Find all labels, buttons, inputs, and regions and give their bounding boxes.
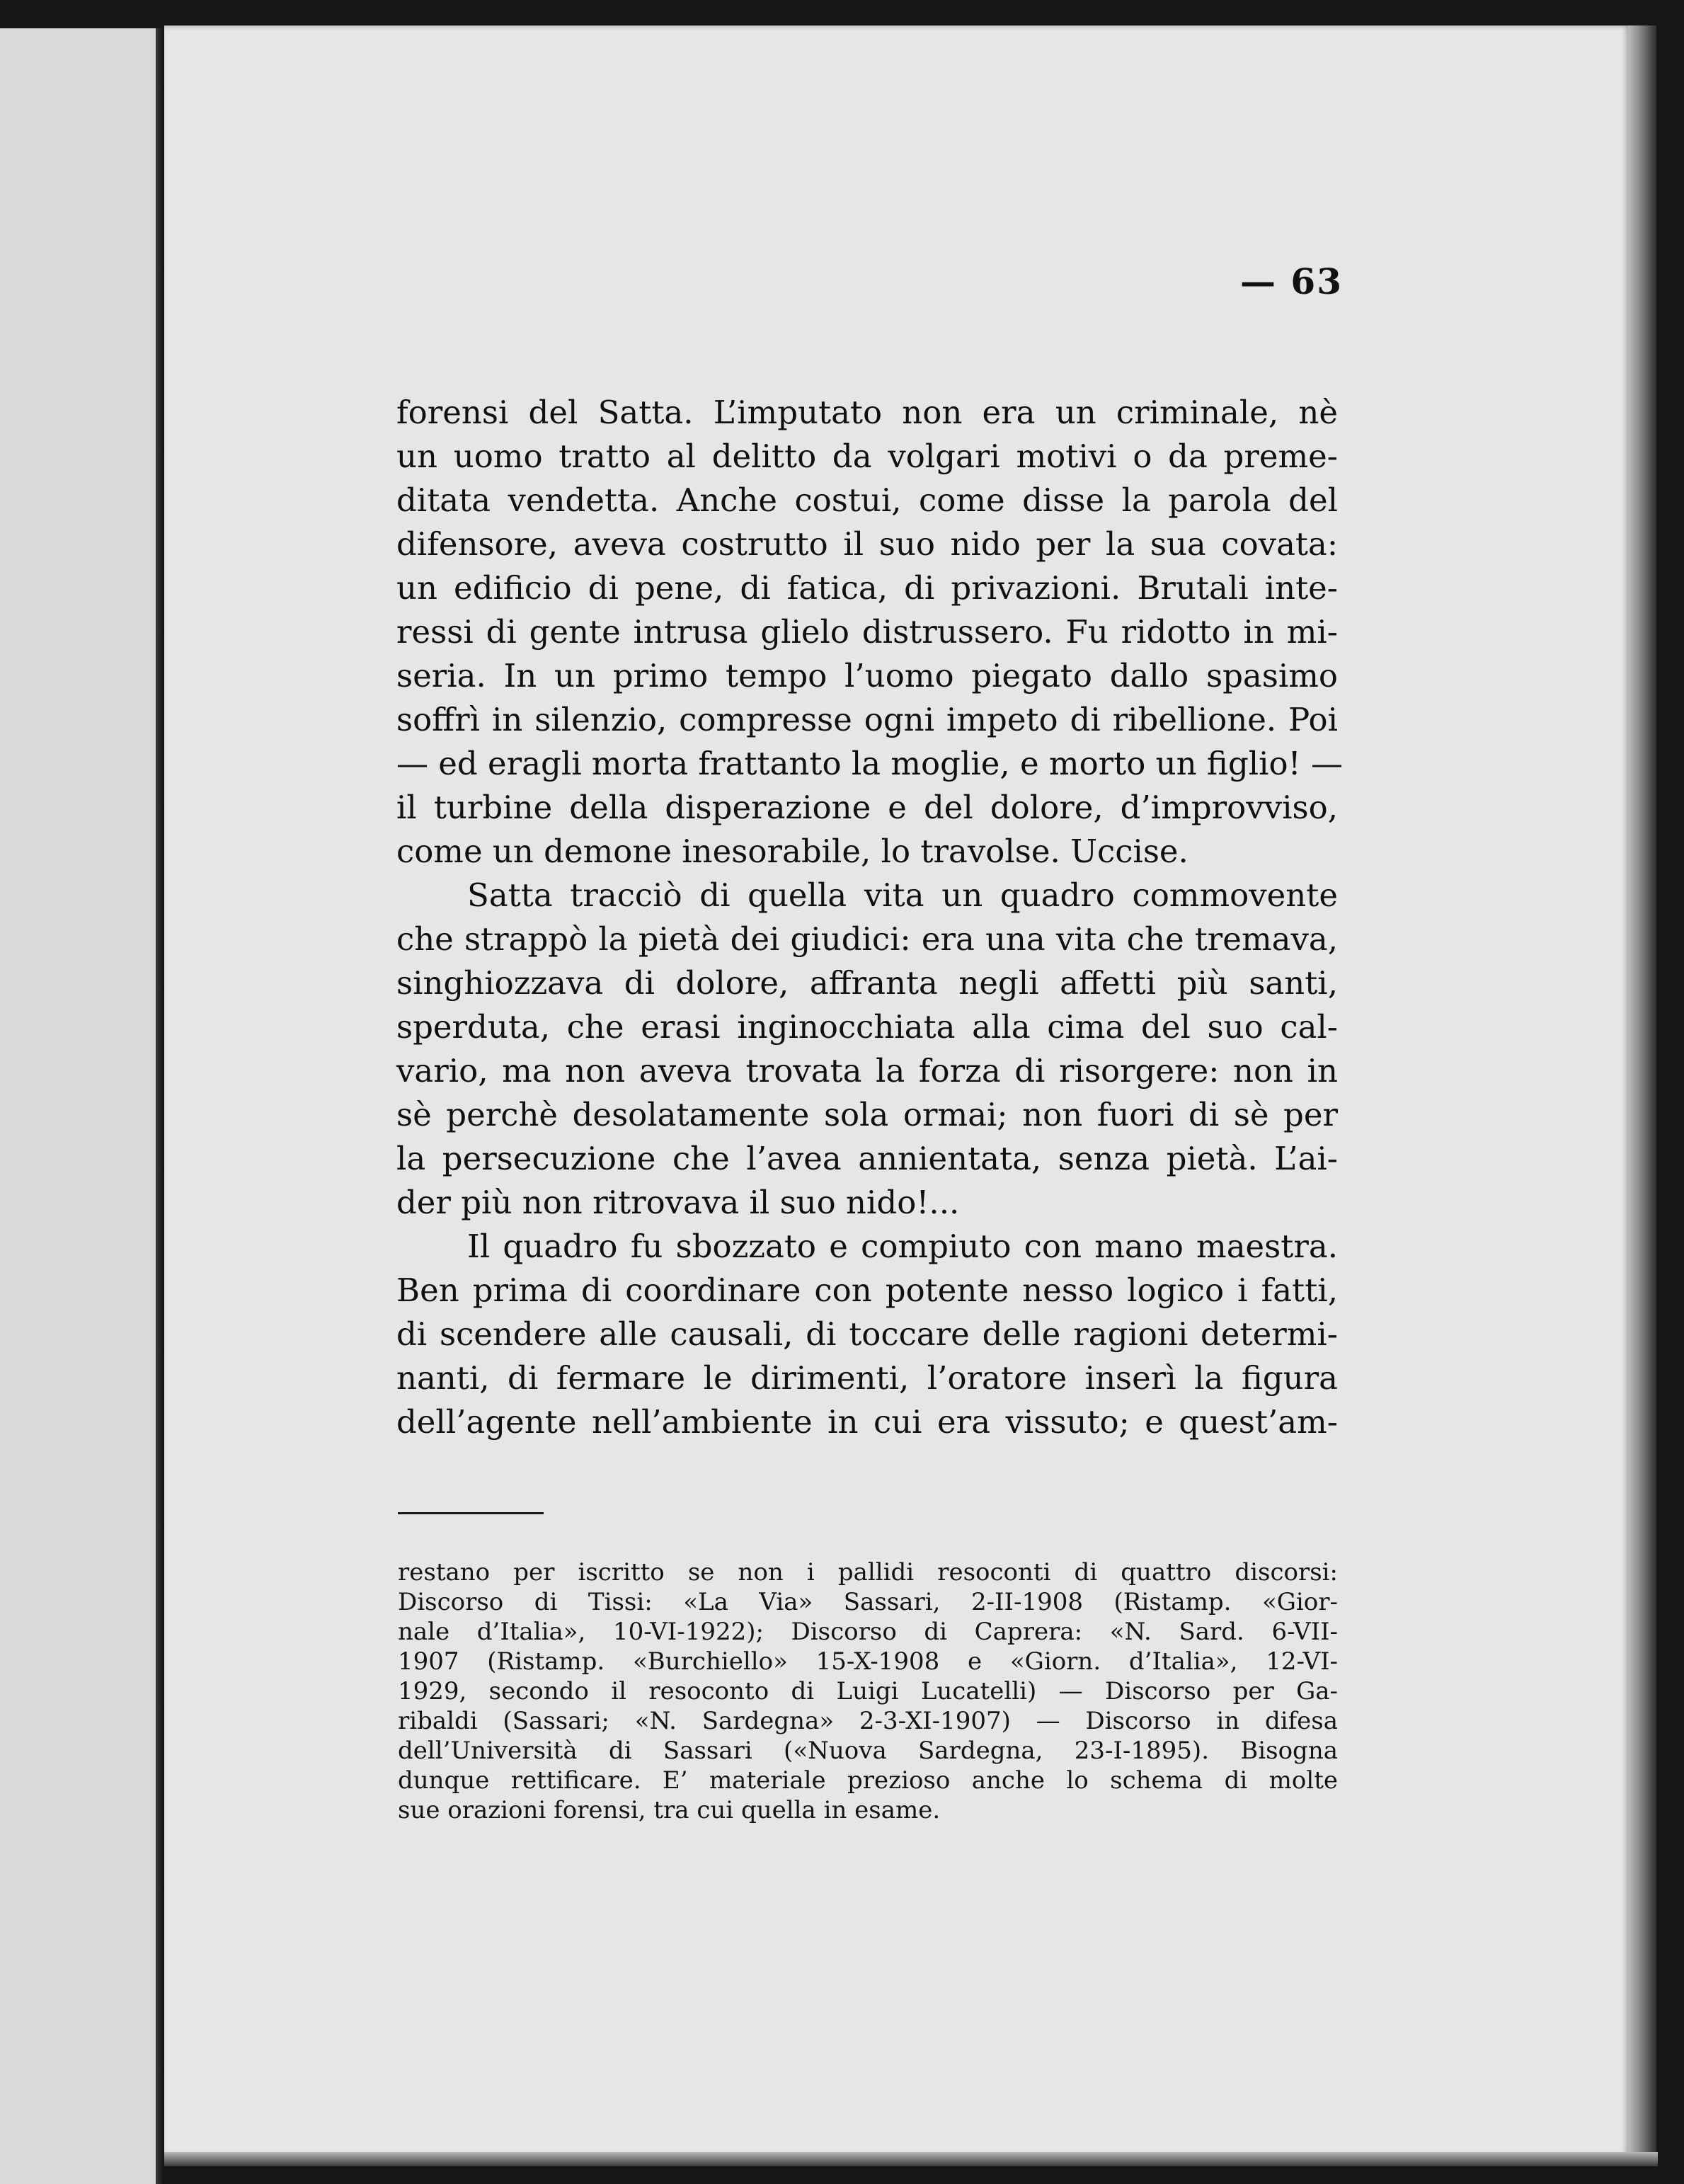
body-line: singhiozzava di dolore, affranta negli affetti più santi, [396,964,1338,1002]
body-line: ditata vendetta. Anche costui, come disse la parola del [396,481,1338,519]
body-line: forensi del Satta. L’imputato non era un criminale, nè [396,394,1338,431]
body-line: dell’agente nell’ambiente in cui era vissuto; e quest’am- [396,1403,1338,1441]
body-line: come un demone inesorabile, lo travolse. Uccise. [396,833,1188,870]
body-line: nanti, di fermare le dirimenti, l’oratore inserì la figura [396,1359,1338,1397]
body-line: soffrì in silenzio, compresse ogni impeto di ribellione. Poi [396,701,1338,738]
body-line: di scendere alle causali, di toccare delle ragioni determi- [396,1315,1338,1353]
page-edge-bottom [164,2152,1658,2166]
body-line: Satta tracciò di quella vita un quadro commovente [467,876,1338,914]
body-line: sè perchè desolatamente sola ormai; non fuori di sè per [396,1096,1338,1133]
footnote-line: dell’Università di Sassari («Nuova Sardegna, 23-I-1895). Bisogna [398,1737,1338,1765]
page-number: — 63 [1240,261,1343,302]
footnote-line: ribaldi (Sassari; «N. Sardegna» 2-3-XI-1907) — Discorso in difesa [398,1707,1338,1735]
body-line: vario, ma non aveva trovata la forza di risorgere: non in [396,1052,1338,1090]
body-line: seria. In un primo tempo l’uomo piegato dallo spasimo [396,657,1338,694]
book-gutter [156,28,164,2184]
footnote-line: 1907 (Ristamp. «Burchiello» 15-X-1908 e «Giorn. d’Italia», 12-VI- [398,1647,1338,1676]
body-line: Il quadro fu sbozzato e compiuto con mano maestra. [467,1228,1338,1265]
previous-page-fragment [0,28,160,2184]
body-line: — ed eragli morta frattanto la moglie, e morto un figlio! — [396,745,1344,782]
page-edge-right [1628,25,1656,2156]
footnote-line: dunque rettificare. E’ materiale prezioso anche lo schema di molte [398,1766,1338,1795]
body-line: sperduta, che erasi inginocchiata alla cima del suo cal- [396,1008,1338,1046]
body-line: der più non ritrovava il suo nido!... [396,1184,960,1221]
body-text [396,391,1344,1444]
body-line: il turbine della disperazione e del dolore, d’improvviso, [396,789,1338,826]
footnote-text [398,1557,1338,1825]
footnote-line: restano per iscritto se non i pallidi resoconti di quattro discorsi: [398,1558,1338,1586]
footnote-line: 1929, secondo il resoconto di Luigi Lucatelli) — Discorso per Ga- [398,1677,1338,1705]
body-line: difensore, aveva costrutto il suo nido per la sua covata: [396,525,1338,563]
footnote-separator [398,1512,544,1514]
body-line: ressi di gente intrusa glielo distrussero. Fu ridotto in mi- [396,613,1338,651]
footnote-line: sue orazioni forensi, tra cui quella in esame. [398,1796,941,1824]
footnote-line: Discorso di Tissi: «La Via» Sassari, 2-II-1908 (Ristamp. «Gior- [398,1588,1338,1616]
body-line: Ben prima di coordinare con potente nesso logico i fatti, [396,1271,1338,1309]
body-line: un uomo tratto al delitto da volgari motivi o da preme- [396,438,1338,475]
footnote-line: nale d’Italia», 10-VI-1922); Discorso di Caprera: «N. Sard. 6-VII- [398,1618,1338,1646]
body-line: la persecuzione che l’avea annientata, senza pietà. L’ai- [396,1140,1338,1177]
body-line: un edificio di pene, di fatica, di privazioni. Brutali inte- [396,569,1338,607]
body-line: che strappò la pietà dei giudici: era una vita che tremava, [396,920,1338,958]
